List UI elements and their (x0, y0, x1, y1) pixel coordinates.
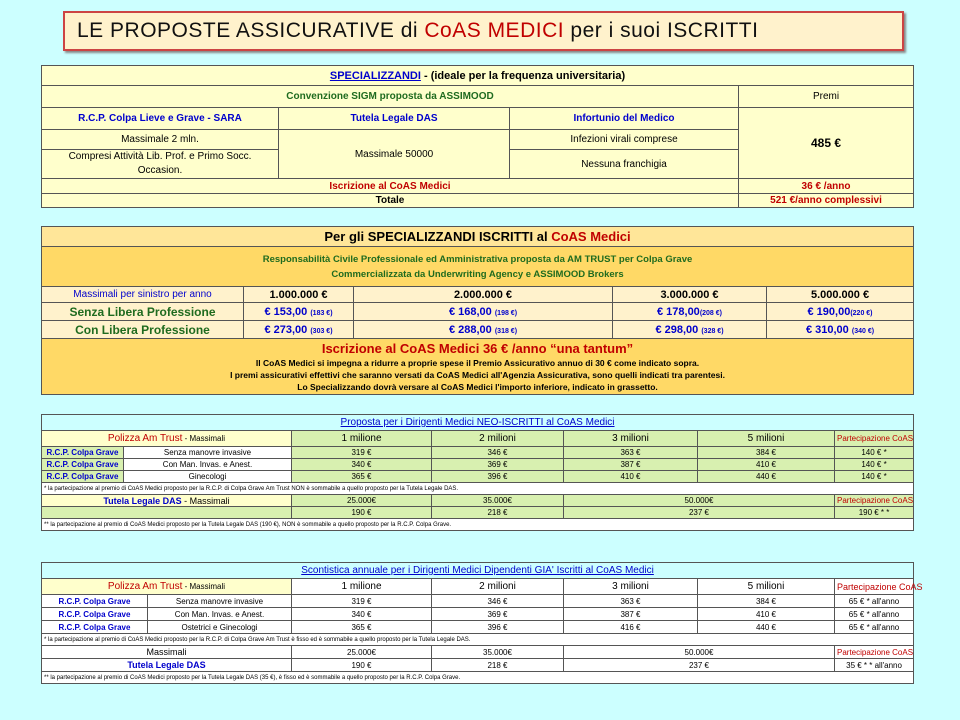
t2-header-text: Per gli SPECIALIZZANDI ISCRITTI al (324, 229, 552, 244)
t1-header-rest: - (ideale per la frequenza universitaria) (420, 69, 626, 82)
t3-col-2: 2 milioni (432, 431, 564, 447)
t2-senza-label: Senza Libera Professione (42, 303, 244, 321)
t3-partecipazione-head: Partecipazione CoAS (835, 431, 914, 447)
t4-note2: ** la partecipazione al premio di CoAS Medici proposto per la Tutela Legale DAS (35 €), è fisso ed è sommabile a quello proposto per la R.C.P. Colpa Grave. (42, 672, 914, 684)
t4-polizza (42, 579, 292, 595)
t4-col-1: 1 milione (292, 579, 432, 595)
t1-iscrizione: Iscrizione al CoAS Medici (42, 179, 739, 194)
t4-polizza-massimali: - Massimali (182, 582, 226, 591)
t2-iscrizione-line2: I premi assicurativi effettivi che saranno versati da CoAS Medici all'Agenzia Assicurativa, sono quelli indicati tra parentesi. (230, 369, 725, 380)
t1-totale: Totale (42, 194, 739, 208)
t2-con-2-val: € 288,00 (448, 323, 492, 336)
t2-con-2-sub: (318 €) (494, 327, 518, 335)
t4-polizza-name: Polizza Am Trust (107, 581, 183, 592)
t2-senza-1-val: € 153,00 (264, 305, 308, 318)
t3-row2-v4: 410 € (698, 459, 835, 471)
t1-price: 485 € (739, 108, 914, 179)
t4-row1-v2: 346 € (432, 595, 564, 608)
t4-note1: * la partecipazione al premio di CoAS Medici proposto per la R.C.P. di Colpa Grave Am Trust è fisso ed è sommabile a quello proposto per la Tutela Legale DAS. (42, 634, 914, 646)
t3-polizza-name: Polizza Am Trust (107, 433, 183, 444)
t3-row3-type: R.C.P. Colpa Grave (42, 471, 124, 483)
t4-row3-v1: 365 € (292, 621, 432, 634)
t2-con-3-sub: (328 €) (701, 327, 724, 335)
t3-row1-part: 140 € * (835, 447, 914, 459)
t4-row2-desc: Con Man. Invas. e Anest. (148, 608, 292, 621)
t4-row2-v3: 387 € (564, 608, 698, 621)
t1-col3-r2: Nessuna franchigia (510, 150, 739, 179)
t3-row2-type: R.C.P. Colpa Grave (42, 459, 124, 471)
t2-senza-1-sub: (183 €) (310, 309, 333, 317)
t3-row1-v3: 363 € (564, 447, 698, 459)
t3-col-4: 5 milioni (698, 431, 835, 447)
t2-iscrizione-title: Iscrizione al CoAS Medici 36 € /anno “una tantum” (321, 340, 634, 356)
t3-row2-v1: 340 € (292, 459, 432, 471)
t4-row3-v4: 440 € (698, 621, 835, 634)
t4-row1-type: R.C.P. Colpa Grave (42, 595, 148, 608)
gia-iscritti-table (41, 562, 923, 684)
t1-col1-r2-line1: Compresi Attività Lib. Prof. e Primo Socc. (68, 151, 252, 162)
t2-con-4-sub: (340 €) (851, 327, 875, 335)
t4-tl-massimali: Massimali (42, 646, 292, 659)
t4-row3-v3: 416 € (564, 621, 698, 634)
t4-row3-type: R.C.P. Colpa Grave (42, 621, 148, 634)
t2-senza-4 (767, 303, 914, 321)
t1-totale-val: 521 €/anno complessivi (739, 194, 914, 208)
t3-col-1: 1 milione (292, 431, 432, 447)
t3-row3-v4: 440 € (698, 471, 835, 483)
t3-tl-v3: 237 € (564, 507, 835, 519)
t3-tl-col1: 25.000€ (292, 495, 432, 507)
t4-row1-v4: 384 € (698, 595, 835, 608)
t3-row3-v1: 365 € (292, 471, 432, 483)
t4-tutela-name: Tutela Legale DAS (42, 659, 292, 672)
t4-row2-v2: 369 € (432, 608, 564, 621)
t3-col-3: 3 milioni (564, 431, 698, 447)
t1-col3-r1: Infezioni virali comprese (510, 130, 739, 150)
t3-row1-type: R.C.P. Colpa Grave (42, 447, 124, 459)
t2-senza-2 (354, 303, 613, 321)
t1-col2-val: Massimale 50000 (279, 130, 510, 179)
t3-row2-part: 140 € * (835, 459, 914, 471)
t3-tl-part: 190 € * * (835, 507, 914, 519)
t2-massimale-1: 1.000.000 € (244, 287, 354, 303)
t2-con-1-val: € 273,00 (264, 323, 308, 336)
t2-con-label: Con Libera Professione (42, 321, 244, 339)
t2-senza-2-val: € 168,00 (448, 305, 492, 318)
t4-tl-v1: 190 € (292, 659, 432, 672)
t3-tutela-name: Tutela Legale DAS (103, 495, 182, 506)
t2-resp-line2: Commercializzata da Underwriting Agency e ASSIMOOD Brokers (331, 268, 624, 280)
t3-row3-desc: Ginecologi (124, 471, 292, 483)
t3-polizza-massimali: - Massimali (182, 434, 226, 443)
t4-tl-col1: 25.000€ (292, 646, 432, 659)
t2-iscrizione-line1: Il CoAS Medici si impegna a ridurre a proprie spese il Premio Assicurativo annuo di 30 € come indicato sopra. (255, 357, 700, 368)
t4-tl-col2: 35.000€ (432, 646, 564, 659)
t2-senza-3-val: € 178,00 (656, 305, 700, 318)
page-title (63, 11, 904, 51)
t2-senza-3 (613, 303, 767, 321)
t3-tl-v1: 190 € (292, 507, 432, 519)
t2-massimale-4: 5.000.000 € (767, 287, 914, 303)
t1-header (42, 66, 914, 86)
t4-header-link[interactable]: Scontistica annuale per i Dirigenti Medici Dipendenti GIA' Iscritti al CoAS Medici (42, 563, 914, 579)
t3-header-link[interactable]: Proposta per i Dirigenti Medici NEO-ISCRITTI al CoAS Medici (42, 415, 914, 431)
t4-row3-v2: 396 € (432, 621, 564, 634)
t2-massimale-2: 2.000.000 € (354, 287, 613, 303)
t2-senza-3-sub: (208 €) (699, 309, 722, 317)
t1-premi: Premi (739, 86, 914, 108)
t3-polizza (42, 431, 292, 447)
t3-tl-col2: 35.000€ (432, 495, 564, 507)
t3-row2-v2: 369 € (432, 459, 564, 471)
t3-row1-v2: 346 € (432, 447, 564, 459)
t1-col1-head: R.C.P. Colpa Lieve e Grave - SARA (42, 108, 279, 130)
t1-col1-r2 (42, 150, 279, 179)
t3-row2-desc: Con Man. Invas. e Anest. (124, 459, 292, 471)
t4-col-4: 5 milioni (698, 579, 835, 595)
t2-con-1-sub: (303 €) (310, 327, 333, 335)
specializzandi-link[interactable]: SPECIALIZZANDI (329, 69, 421, 82)
t4-row3-part: 65 € * all'anno (835, 621, 914, 634)
t3-tl-empty (42, 507, 292, 519)
t3-row3-v2: 396 € (432, 471, 564, 483)
t4-row2-type: R.C.P. Colpa Grave (42, 608, 148, 621)
t3-row3-part: 140 € * (835, 471, 914, 483)
t2-header-brand: CoAS Medici (551, 229, 631, 244)
t2-resp-line1: Responsabilità Civile Professionale ed Amministrativa proposta da AM TRUST per Colpa Grave (262, 253, 693, 265)
t1-iscrizione-val: 36 € /anno (739, 179, 914, 194)
t4-row1-v1: 319 € (292, 595, 432, 608)
t4-tl-v2: 218 € (432, 659, 564, 672)
t4-tl-col3: 50.000€ (564, 646, 835, 659)
t3-note1: * la partecipazione al premio di CoAS Medici proposto per la R.C.P. di Colpa Grave Am Trust NON è sommabile a quello proposto per la Tutela Legale DAS. (42, 483, 914, 495)
t3-note2: ** la partecipazione al premio di CoAS Medici proposto per la Tutela Legale DAS (190 €), NON è sommabile a quello proposto per la R.C.P. Colpa Grave. (42, 519, 914, 531)
t1-col3-head: Infortunio del Medico (510, 108, 739, 130)
t4-row3-desc: Ostetrici e Ginecologi (148, 621, 292, 634)
specializzandi-table (41, 65, 914, 208)
t4-row1-v3: 363 € (564, 595, 698, 608)
t2-massimale-3: 3.000.000 € (613, 287, 767, 303)
t4-col-3: 3 milioni (564, 579, 698, 595)
t4-row2-part: 65 € * all'anno (835, 608, 914, 621)
t2-con-1 (244, 321, 354, 339)
t4-col-2: 2 milioni (432, 579, 564, 595)
t2-con-3 (613, 321, 767, 339)
t3-tutela-massimali: - Massimali (181, 495, 230, 506)
t2-senza-4-val: € 190,00 (807, 305, 851, 318)
t1-col2-head: Tutela Legale DAS (279, 108, 510, 130)
t1-col1-r1: Massimale 2 mln. (42, 130, 279, 150)
t2-responsabilita (42, 247, 914, 287)
t2-iscrizione-line3: Lo Specializzando dovrà versare al CoAS Medici l'importo inferiore, indicato in grassetto. (297, 381, 658, 392)
t3-row1-v1: 319 € (292, 447, 432, 459)
t1-col1-r2-line2: Occasion. (137, 165, 183, 176)
t2-massimali-label: Massimali per sinistro per anno (42, 287, 244, 303)
t2-con-4-val: € 310,00 (805, 323, 849, 336)
t4-partecipazione-head: Partecipazione CoAS (835, 579, 914, 595)
t4-row1-part: 65 € * all'anno (835, 595, 914, 608)
t3-tl-v2: 218 € (432, 507, 564, 519)
t4-row2-v1: 340 € (292, 608, 432, 621)
t2-senza-1 (244, 303, 354, 321)
t4-row1-desc: Senza manovre invasive (148, 595, 292, 608)
t2-con-4 (767, 321, 914, 339)
t2-header (42, 227, 914, 247)
t3-row1-desc: Senza manovre invasive (124, 447, 292, 459)
t2-iscrizione-block (42, 339, 914, 395)
t3-row3-v3: 410 € (564, 471, 698, 483)
neo-iscritti-table (41, 414, 914, 531)
specializzandi-iscritti-table (41, 226, 914, 395)
t1-convenzione: Convenzione SIGM proposta da ASSIMOOD (42, 86, 739, 108)
t3-tutela (42, 495, 292, 507)
t3-tl-col3: 50.000€ (564, 495, 835, 507)
title-brand: CoAS MEDICI (424, 19, 565, 42)
t4-tl-v3: 237 € (564, 659, 835, 672)
t4-tl-part-head: Partecipazione CoAS (835, 646, 914, 659)
t2-senza-2-sub: (198 €) (494, 309, 518, 317)
title-text: LE PROPOSTE ASSICURATIVE di (77, 19, 425, 42)
t2-con-2 (354, 321, 613, 339)
t4-row2-v4: 410 € (698, 608, 835, 621)
t4-tl-part: 35 € * * all'anno (835, 659, 914, 672)
title-text-end: per i suoi ISCRITTI (564, 19, 759, 42)
t2-con-3-val: € 298,00 (655, 323, 699, 336)
t3-tl-part-head: Partecipazione CoAS (835, 495, 914, 507)
t3-row1-v4: 384 € (698, 447, 835, 459)
t2-senza-4-sub: (220 €) (850, 309, 873, 317)
t3-row2-v3: 387 € (564, 459, 698, 471)
